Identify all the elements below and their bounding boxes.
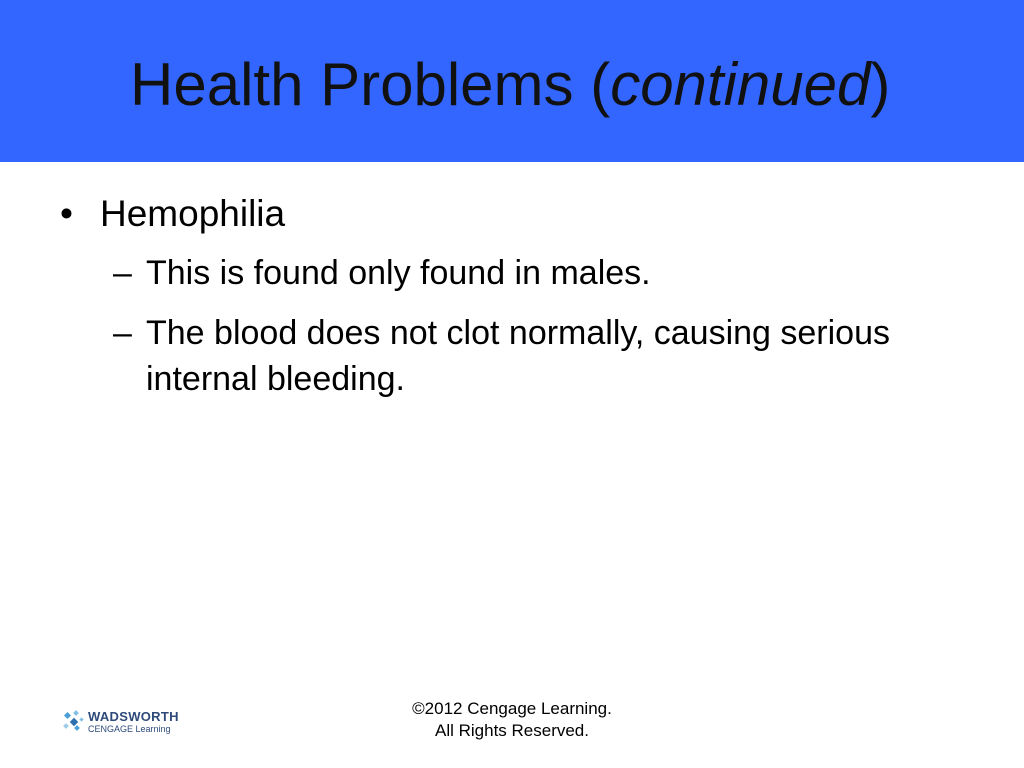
title-main: Health Problems ( <box>130 51 611 118</box>
copyright-line2: All Rights Reserved. <box>434 721 589 740</box>
copyright-line1: ©2012 Cengage Learning. <box>412 699 612 718</box>
slide-title <box>130 50 890 120</box>
subbullet-clot <box>113 310 913 402</box>
logo-line2: CENGAGE Learning <box>88 724 171 734</box>
bullet-label: Hemophilia <box>100 193 286 234</box>
bullet-dot: • <box>60 193 73 234</box>
subbullet-text: The blood does not clot normally, causing serious internal bleeding. <box>146 314 890 398</box>
subbullet-dash: – <box>113 314 132 352</box>
title-italic: continued <box>610 51 871 118</box>
copyright-footer <box>362 698 662 742</box>
logo-line1: WADSWORTH <box>88 709 179 724</box>
wadsworth-logo <box>62 708 192 738</box>
subbullet-males <box>113 250 913 296</box>
title-bar <box>0 0 1024 162</box>
subbullet-text: This is found only found in males. <box>146 254 651 292</box>
wadsworth-logo-icon <box>62 710 86 734</box>
title-close: ) <box>870 51 891 118</box>
bullet-hemophilia <box>60 192 285 236</box>
subbullet-dash: – <box>113 254 132 292</box>
